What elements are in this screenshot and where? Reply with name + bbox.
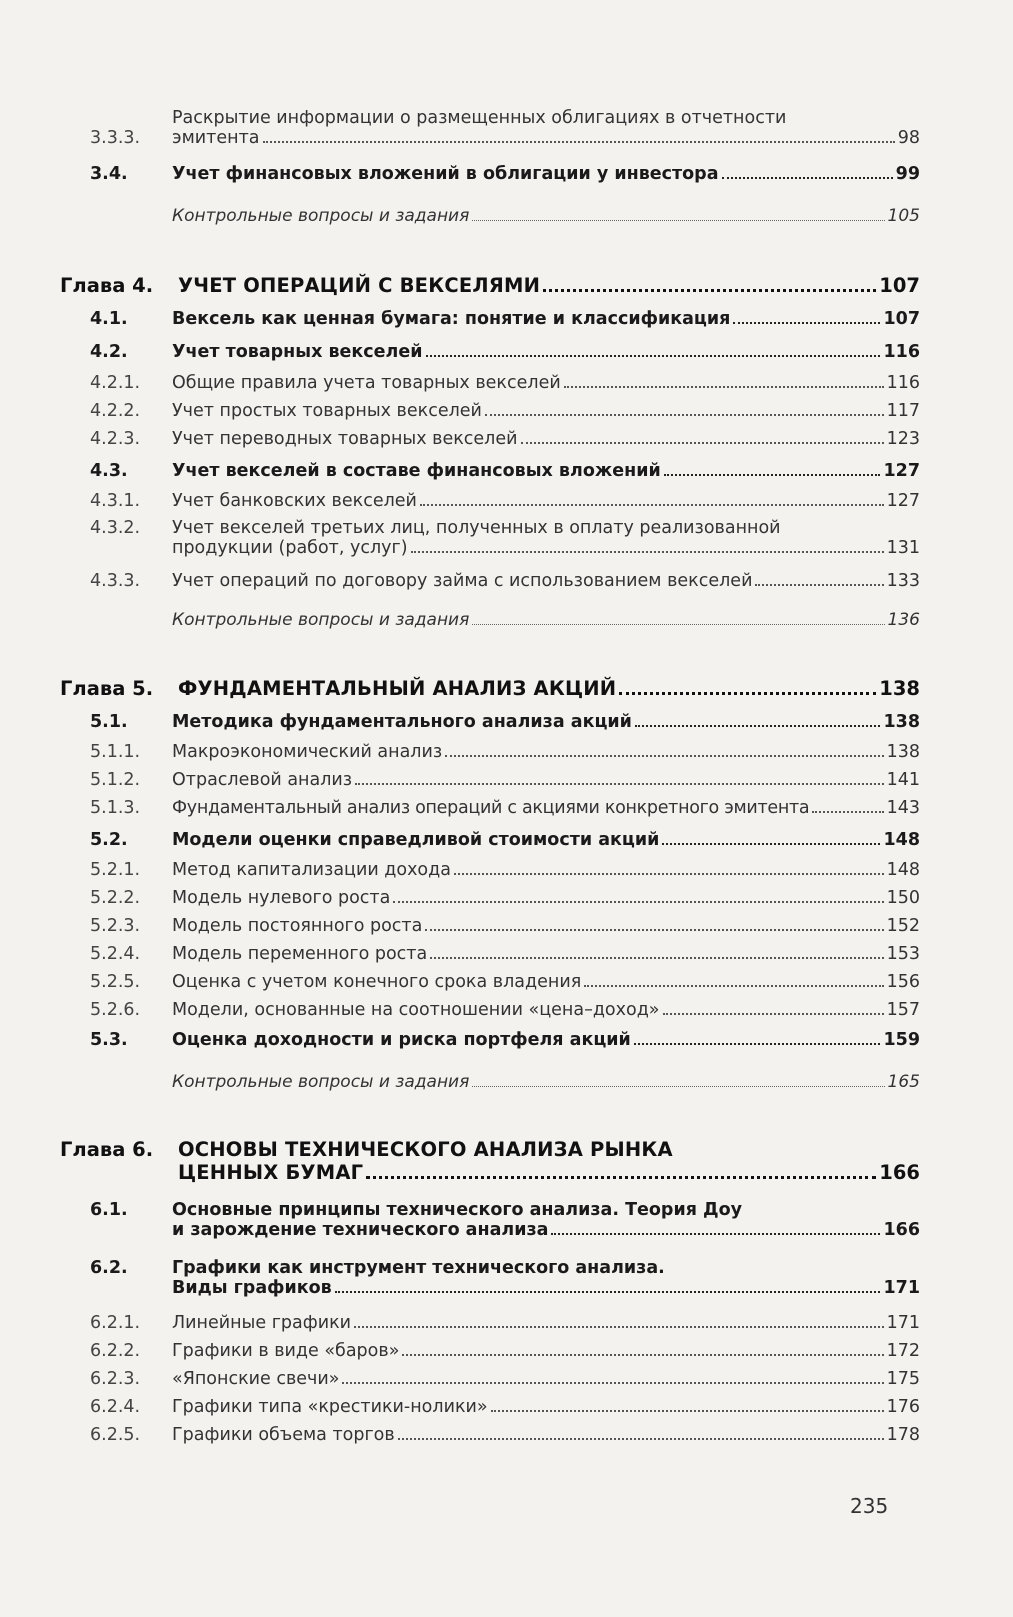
entry-page: 171 <box>886 1313 920 1333</box>
leader-dots <box>355 783 884 785</box>
leader-dots <box>366 1176 876 1179</box>
leader-dots <box>430 957 883 959</box>
leader-dots <box>635 725 881 727</box>
leader-dots <box>445 755 883 757</box>
entry-title: Методика фундаментального анализа акций <box>172 712 632 732</box>
toc-chapter-5 <box>60 677 920 700</box>
toc-entry-4-2-3 <box>60 429 920 449</box>
entry-page: 156 <box>886 972 920 992</box>
leader-dots <box>722 177 893 179</box>
entry-page: 165 <box>887 1072 920 1092</box>
entry-title-line1: Учет векселей третьих лиц, полученных в оплату реализованной <box>172 518 781 538</box>
toc-entry-4-2 <box>60 342 920 362</box>
toc-entry-6-2-3 <box>60 1369 920 1389</box>
entry-title: Учет операций по договору займа с использованием векселей <box>172 571 753 591</box>
entry-page: 107 <box>879 274 920 297</box>
leader-dots <box>551 1233 880 1235</box>
entry-title: Вексель как ценная бумага: понятие и классификация <box>172 309 731 329</box>
chapter-number: Глава 5. <box>60 677 154 700</box>
entry-number: 5.1.3. <box>90 798 141 818</box>
entry-page: 171 <box>883 1278 920 1298</box>
entry-title: Графики типа «крестики-нолики» <box>172 1397 488 1417</box>
entry-title: Метод капитализации дохода <box>172 860 451 880</box>
leader-dots <box>491 1410 884 1412</box>
entry-page: 176 <box>886 1397 920 1417</box>
toc-entry-5-2-3 <box>60 916 920 936</box>
leader-dots <box>420 504 884 506</box>
toc-entry-3-4 <box>60 164 920 184</box>
entry-page: 172 <box>886 1341 920 1361</box>
entry-page: 157 <box>886 1000 920 1020</box>
leader-dots <box>619 692 876 695</box>
entry-number: 5.2.6. <box>90 1000 141 1020</box>
entry-page: 127 <box>886 491 920 511</box>
entry-title-line2: Виды графиков <box>172 1278 332 1298</box>
entry-title: Учет простых товарных векселей <box>172 401 482 421</box>
toc-entry-4-2-1 <box>60 373 920 393</box>
toc-entry-review-questions <box>60 610 920 630</box>
entry-title: «Японские свечи» <box>172 1369 340 1389</box>
entry-number: 4.3.2. <box>90 518 141 538</box>
leader-dots <box>584 985 883 987</box>
entry-number: 4.3.3. <box>90 571 141 591</box>
entry-title: Контрольные вопросы и задания <box>172 610 470 630</box>
entry-title: Контрольные вопросы и задания <box>172 206 470 226</box>
leader-dots <box>393 901 883 903</box>
entry-page: 107 <box>883 309 920 329</box>
toc-entry-5-2-2 <box>60 888 920 908</box>
toc-entry-6-2-1 <box>60 1313 920 1333</box>
toc-entry-5-2-4 <box>60 944 920 964</box>
page-number: 235 <box>850 1494 889 1518</box>
entry-number: 5.1. <box>90 712 128 732</box>
entry-title: Учет векселей в составе финансовых вложений <box>172 461 661 481</box>
entry-title: Общие правила учета товарных векселей <box>172 373 561 393</box>
entry-title: Учет финансовых вложений в облигации у инвестора <box>172 164 719 184</box>
toc-entry-6-2 <box>60 1258 920 1298</box>
entry-page: 127 <box>883 461 920 481</box>
entry-page: 150 <box>886 888 920 908</box>
entry-number: 4.2. <box>90 342 128 362</box>
entry-title-line2: эмитента <box>172 128 260 148</box>
entry-number: 3.3.3. <box>90 128 141 148</box>
entry-number: 6.2.2. <box>90 1341 141 1361</box>
entry-number: 6.2. <box>90 1258 128 1278</box>
leader-dots <box>664 474 881 476</box>
entry-title: Макроэкономический анализ <box>172 742 443 762</box>
leader-dots <box>472 1086 884 1087</box>
entry-page: 138 <box>883 712 920 732</box>
toc-entry-6-2-4 <box>60 1397 920 1417</box>
chapter-title: УЧЕТ ОПЕРАЦИЙ С ВЕКСЕЛЯМИ <box>178 274 541 297</box>
chapter-title: ФУНДАМЕНТАЛЬНЫЙ АНАЛИЗ АКЦИЙ <box>178 677 617 700</box>
toc-entry-5-2-6 <box>60 1000 920 1020</box>
entry-title: Модель переменного роста <box>172 944 428 964</box>
chapter-title-line1: ОСНОВЫ ТЕХНИЧЕСКОГО АНАЛИЗА РЫНКА <box>178 1138 673 1161</box>
toc-entry-4-3-1 <box>60 491 920 511</box>
entry-page: 148 <box>883 830 920 850</box>
toc-entry-5-1-1 <box>60 742 920 762</box>
entry-number: 5.1.2. <box>90 770 141 790</box>
toc-entry-5-3 <box>60 1030 920 1050</box>
entry-number: 3.4. <box>90 164 128 184</box>
entry-number: 4.2.2. <box>90 401 141 421</box>
entry-title: Учет переводных товарных векселей <box>172 429 518 449</box>
entry-title: Учет товарных векселей <box>172 342 423 362</box>
entry-page: 178 <box>886 1425 920 1445</box>
entry-number: 5.2.1. <box>90 860 141 880</box>
entry-number: 6.2.1. <box>90 1313 141 1333</box>
toc-entry-review-questions <box>60 206 920 226</box>
entry-number: 4.3.1. <box>90 491 141 511</box>
entry-number: 4.2.3. <box>90 429 141 449</box>
toc-entry-5-2-5 <box>60 972 920 992</box>
leader-dots <box>472 220 884 221</box>
entry-number: 5.2.2. <box>90 888 141 908</box>
entry-number: 6.2.4. <box>90 1397 141 1417</box>
entry-number: 5.2. <box>90 830 128 850</box>
entry-page: 131 <box>886 538 920 558</box>
toc-entry-4-3-3 <box>60 571 920 591</box>
entry-title-line1: Раскрытие информации о размещенных облигациях в отчетности <box>172 108 787 128</box>
leader-dots <box>354 1326 884 1328</box>
leader-dots <box>426 355 881 357</box>
entry-page: 136 <box>887 610 920 630</box>
entry-page: 117 <box>886 401 920 421</box>
entry-title: Графики в виде «баров» <box>172 1341 400 1361</box>
entry-number: 6.2.3. <box>90 1369 141 1389</box>
entry-title-line2: и зарождение технического анализа <box>172 1220 549 1240</box>
entry-page: 166 <box>883 1220 920 1240</box>
toc-entry-5-1 <box>60 712 920 732</box>
toc-entry-4-3-2 <box>60 518 920 558</box>
toc-entry-review-questions <box>60 1072 920 1092</box>
entry-title-line2: продукции (работ, услуг) <box>172 538 408 558</box>
entry-title: Модели, основанные на соотношении «цена–доход» <box>172 1000 660 1020</box>
leader-dots <box>543 289 876 292</box>
entry-number: 5.2.3. <box>90 916 141 936</box>
entry-page: 166 <box>879 1161 920 1184</box>
entry-title: Модель постоянного роста <box>172 916 423 936</box>
entry-page: 138 <box>879 677 920 700</box>
entry-page: 123 <box>886 429 920 449</box>
chapter-number: Глава 4. <box>60 274 154 297</box>
entry-title: Оценка с учетом конечного срока владения <box>172 972 582 992</box>
leader-dots <box>398 1438 884 1440</box>
leader-dots <box>521 442 884 444</box>
entry-number: 5.1.1. <box>90 742 141 762</box>
entry-page: 116 <box>883 342 920 362</box>
toc-entry-3-3-3 <box>60 108 920 148</box>
leader-dots <box>564 386 884 388</box>
toc-entry-6-1 <box>60 1200 920 1240</box>
entry-page: 98 <box>897 128 920 148</box>
entry-page: 105 <box>887 206 920 226</box>
entry-page: 175 <box>886 1369 920 1389</box>
toc-chapter-6 <box>60 1138 920 1184</box>
leader-dots <box>634 1043 881 1045</box>
chapter-number: Глава 6. <box>60 1138 154 1161</box>
entry-title: Учет банковских векселей <box>172 491 417 511</box>
entry-page: 141 <box>886 770 920 790</box>
toc-entry-6-2-5 <box>60 1425 920 1445</box>
entry-title-line1: Основные принципы технического анализа. Теория Доу <box>172 1200 743 1220</box>
toc-entry-6-2-2 <box>60 1341 920 1361</box>
toc-entry-5-2-1 <box>60 860 920 880</box>
leader-dots <box>733 322 880 324</box>
entry-number: 5.2.4. <box>90 944 141 964</box>
entry-page: 148 <box>886 860 920 880</box>
leader-dots <box>402 1354 883 1356</box>
leader-dots <box>812 811 883 813</box>
entry-page: 133 <box>886 571 920 591</box>
entry-number: 6.2.5. <box>90 1425 141 1445</box>
leader-dots <box>755 584 883 586</box>
entry-page: 116 <box>886 373 920 393</box>
leader-dots <box>425 929 883 931</box>
leader-dots <box>485 414 884 416</box>
entry-title: Отраслевой анализ <box>172 770 353 790</box>
toc-entry-4-1 <box>60 309 920 329</box>
entry-number: 4.2.1. <box>90 373 141 393</box>
entry-title-line1: Графики как инструмент технического анализа. <box>172 1258 665 1278</box>
entry-page: 99 <box>895 164 920 184</box>
entry-title: Контрольные вопросы и задания <box>172 1072 470 1092</box>
toc-entry-5-1-3 <box>60 798 920 818</box>
entry-number: 5.3. <box>90 1030 128 1050</box>
leader-dots <box>263 141 895 143</box>
entry-number: 6.1. <box>90 1200 128 1220</box>
leader-dots <box>454 873 884 875</box>
toc-entry-4-3 <box>60 461 920 481</box>
entry-page: 153 <box>886 944 920 964</box>
entry-page: 138 <box>886 742 920 762</box>
toc-entry-5-1-2 <box>60 770 920 790</box>
entry-title: Модели оценки справедливой стоимости акций <box>172 830 660 850</box>
leader-dots <box>335 1291 881 1293</box>
entry-title: Оценка доходности и риска портфеля акций <box>172 1030 631 1050</box>
leader-dots <box>662 843 880 845</box>
entry-page: 159 <box>883 1030 920 1050</box>
leader-dots <box>411 551 884 553</box>
entry-title: Графики объема торгов <box>172 1425 395 1445</box>
entry-number: 4.1. <box>90 309 128 329</box>
entry-title: Модель нулевого роста <box>172 888 391 908</box>
toc-entry-5-2 <box>60 830 920 850</box>
entry-title: Фундаментальный анализ операций с акциями конкретного эмитента <box>172 798 810 818</box>
chapter-title-line2: ЦЕННЫХ БУМАГ <box>178 1161 364 1184</box>
leader-dots <box>663 1013 884 1015</box>
entry-number: 4.3. <box>90 461 128 481</box>
entry-title: Линейные графики <box>172 1313 352 1333</box>
entry-number: 5.2.5. <box>90 972 141 992</box>
toc-entry-4-2-2 <box>60 401 920 421</box>
entry-page: 152 <box>886 916 920 936</box>
leader-dots <box>342 1382 883 1384</box>
toc-chapter-4 <box>60 274 920 297</box>
entry-page: 143 <box>886 798 920 818</box>
leader-dots <box>472 624 884 625</box>
